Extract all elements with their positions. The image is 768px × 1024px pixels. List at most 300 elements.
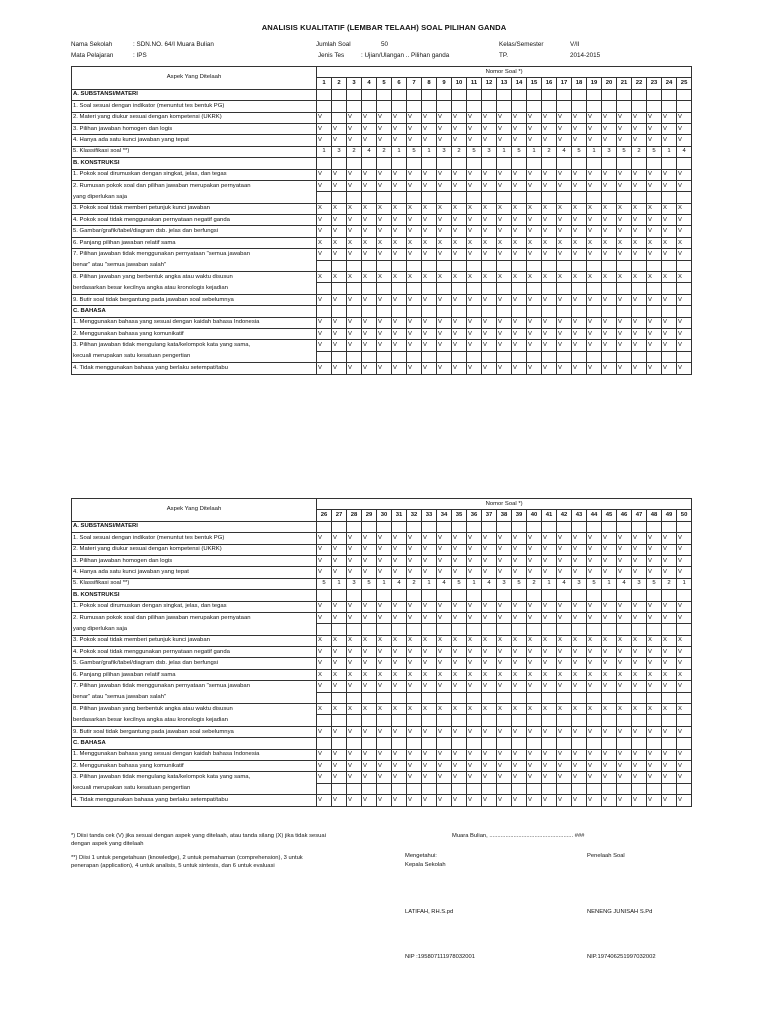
- mark-cell: V: [617, 658, 632, 669]
- mark-cell: V: [407, 226, 422, 237]
- mark-cell: V: [362, 169, 377, 180]
- empty-cell: [467, 692, 482, 703]
- mark-cell: V: [677, 363, 692, 374]
- mark-cell: V: [362, 567, 377, 578]
- section-row: [72, 521, 692, 532]
- mark-cell: V: [542, 681, 557, 692]
- question-number: 13: [497, 78, 512, 89]
- mark-cell: X: [422, 635, 437, 646]
- mark-cell: V: [542, 226, 557, 237]
- mark-cell: V: [437, 317, 452, 328]
- mark-cell: V: [317, 363, 332, 374]
- empty-cell: [527, 590, 542, 601]
- mark-cell: V: [317, 681, 332, 692]
- mark-cell: V: [542, 567, 557, 578]
- mark-cell: V: [377, 544, 392, 555]
- classification-cell: 2: [527, 578, 542, 589]
- mark-cell: V: [467, 249, 482, 260]
- empty-cell: [317, 624, 332, 635]
- mark-cell: V: [392, 226, 407, 237]
- mark-cell: V: [347, 123, 362, 134]
- mark-cell: V: [602, 612, 617, 623]
- empty-cell: [662, 521, 677, 532]
- mark-cell: V: [542, 795, 557, 806]
- mark-cell: V: [437, 567, 452, 578]
- mark-cell: X: [407, 704, 422, 715]
- empty-cell: [617, 192, 632, 203]
- mark-cell: V: [662, 123, 677, 134]
- mark-cell: V: [347, 601, 362, 612]
- mark-cell: V: [317, 749, 332, 760]
- classification-cell: 1: [377, 578, 392, 589]
- mark-cell: V: [422, 760, 437, 771]
- empty-cell: [422, 692, 437, 703]
- empty-cell: [542, 738, 557, 749]
- empty-cell: [647, 738, 662, 749]
- question-number: 38: [497, 510, 512, 521]
- mark-cell: X: [602, 635, 617, 646]
- mark-cell: V: [467, 749, 482, 760]
- mark-cell: X: [617, 669, 632, 680]
- mark-cell: V: [407, 795, 422, 806]
- aspect-label: 2. Materi yang diukur sesuai dengan kompetensi (UKRK): [72, 112, 317, 123]
- empty-cell: [482, 715, 497, 726]
- empty-cell: [557, 715, 572, 726]
- mark-cell: V: [467, 658, 482, 669]
- mark-cell: V: [662, 533, 677, 544]
- mark-cell: V: [677, 795, 692, 806]
- penelaah-name: NENENG JUNISAH S.Pd: [587, 909, 653, 915]
- question-number: 39: [512, 510, 527, 521]
- mark-cell: X: [647, 203, 662, 214]
- aspect-row: [72, 340, 692, 351]
- classification-cell: 4: [482, 578, 497, 589]
- empty-cell: [677, 521, 692, 532]
- school-label: Nama Sekolah: [71, 41, 113, 48]
- mark-cell: X: [557, 704, 572, 715]
- empty-cell: [512, 158, 527, 169]
- empty-cell: [482, 192, 497, 203]
- mark-cell: V: [617, 772, 632, 783]
- mark-cell: V: [377, 123, 392, 134]
- mark-cell: V: [422, 226, 437, 237]
- mark-cell: [542, 101, 557, 112]
- mark-cell: V: [347, 567, 362, 578]
- empty-cell: [497, 351, 512, 362]
- mark-cell: V: [617, 567, 632, 578]
- mark-cell: V: [497, 647, 512, 658]
- mark-cell: V: [527, 567, 542, 578]
- mark-cell: [602, 101, 617, 112]
- mark-cell: V: [452, 249, 467, 260]
- kepala-sekolah-label: Kepala Sekolah: [405, 862, 446, 868]
- mark-cell: V: [632, 601, 647, 612]
- classification-cell: 1: [542, 578, 557, 589]
- mark-cell: V: [677, 112, 692, 123]
- mark-cell: V: [542, 612, 557, 623]
- empty-cell: [437, 590, 452, 601]
- mark-cell: V: [587, 601, 602, 612]
- mark-cell: [677, 101, 692, 112]
- mark-cell: V: [332, 567, 347, 578]
- mark-cell: V: [482, 760, 497, 771]
- aspect-label: 3. Pokok soal tidak memberi petunjuk kunci jawaban: [72, 203, 317, 214]
- empty-cell: [677, 158, 692, 169]
- mark-cell: X: [662, 272, 677, 283]
- mark-cell: V: [677, 123, 692, 134]
- mark-cell: V: [647, 340, 662, 351]
- mark-cell: V: [662, 328, 677, 339]
- aspect-label: yang diperlukan saja: [72, 192, 317, 203]
- mengetahui-label: Mengetahui:: [405, 853, 437, 859]
- question-number: 30: [377, 510, 392, 521]
- mark-cell: X: [467, 704, 482, 715]
- mark-cell: X: [332, 669, 347, 680]
- mark-cell: V: [422, 612, 437, 623]
- aspect-label: 5. Klassifikasi soal **): [72, 578, 317, 589]
- empty-cell: [512, 692, 527, 703]
- mark-cell: V: [317, 544, 332, 555]
- mark-cell: V: [332, 135, 347, 146]
- mark-cell: V: [362, 294, 377, 305]
- mark-cell: V: [617, 647, 632, 658]
- classification-cell: 5: [407, 146, 422, 157]
- empty-cell: [527, 624, 542, 635]
- empty-cell: [407, 260, 422, 271]
- aspect-row: [72, 624, 692, 635]
- mark-cell: V: [407, 317, 422, 328]
- mark-cell: V: [587, 533, 602, 544]
- mark-cell: V: [437, 123, 452, 134]
- empty-cell: [407, 738, 422, 749]
- mark-cell: V: [602, 647, 617, 658]
- empty-cell: [557, 306, 572, 317]
- empty-cell: [542, 590, 557, 601]
- mark-cell: V: [407, 555, 422, 566]
- mark-cell: X: [647, 272, 662, 283]
- mark-cell: [332, 101, 347, 112]
- question-number: 10: [452, 78, 467, 89]
- mark-cell: V: [452, 760, 467, 771]
- empty-cell: [662, 783, 677, 794]
- mark-cell: V: [317, 249, 332, 260]
- mark-cell: V: [422, 249, 437, 260]
- aspect-row: [72, 226, 692, 237]
- empty-cell: [422, 590, 437, 601]
- mark-cell: V: [362, 226, 377, 237]
- empty-cell: [677, 260, 692, 271]
- mark-cell: X: [332, 635, 347, 646]
- mark-cell: V: [482, 681, 497, 692]
- mark-cell: V: [407, 294, 422, 305]
- empty-cell: [542, 260, 557, 271]
- question-number: 8: [422, 78, 437, 89]
- classification-cell: 5: [467, 146, 482, 157]
- mark-cell: V: [572, 123, 587, 134]
- mark-cell: X: [332, 237, 347, 248]
- mark-cell: V: [347, 658, 362, 669]
- mark-cell: V: [572, 112, 587, 123]
- empty-cell: [632, 283, 647, 294]
- mark-cell: X: [662, 203, 677, 214]
- mark-cell: V: [632, 363, 647, 374]
- aspect-row: [72, 704, 692, 715]
- aspect-row: [72, 249, 692, 260]
- mark-cell: V: [452, 112, 467, 123]
- mark-cell: V: [347, 135, 362, 146]
- mark-cell: V: [512, 726, 527, 737]
- empty-cell: [452, 783, 467, 794]
- empty-cell: [407, 590, 422, 601]
- mark-cell: V: [557, 612, 572, 623]
- mark-cell: V: [587, 363, 602, 374]
- question-number: 12: [482, 78, 497, 89]
- aspect-label: kecuali merupakan satu kesatuan pengertian: [72, 351, 317, 362]
- empty-cell: [602, 158, 617, 169]
- mark-cell: V: [362, 112, 377, 123]
- mark-cell: V: [437, 533, 452, 544]
- mark-cell: V: [452, 612, 467, 623]
- empty-cell: [437, 283, 452, 294]
- empty-cell: [512, 783, 527, 794]
- mark-cell: X: [527, 704, 542, 715]
- classification-cell: 3: [602, 146, 617, 157]
- mark-cell: V: [647, 544, 662, 555]
- mark-cell: V: [497, 123, 512, 134]
- mark-cell: V: [542, 180, 557, 191]
- empty-cell: [392, 590, 407, 601]
- empty-cell: [392, 738, 407, 749]
- mark-cell: V: [512, 612, 527, 623]
- mark-cell: V: [587, 215, 602, 226]
- empty-cell: [392, 192, 407, 203]
- empty-cell: [452, 306, 467, 317]
- mark-cell: V: [407, 760, 422, 771]
- mark-cell: V: [557, 544, 572, 555]
- empty-cell: [557, 192, 572, 203]
- mark-cell: V: [407, 681, 422, 692]
- empty-cell: [572, 283, 587, 294]
- empty-cell: [332, 692, 347, 703]
- mark-cell: X: [557, 272, 572, 283]
- classification-cell: 4: [677, 146, 692, 157]
- mark-cell: V: [602, 601, 617, 612]
- mark-cell: V: [422, 567, 437, 578]
- mark-cell: V: [407, 601, 422, 612]
- empty-cell: [617, 158, 632, 169]
- empty-cell: [587, 624, 602, 635]
- mark-cell: X: [497, 704, 512, 715]
- empty-cell: [587, 260, 602, 271]
- classification-cell: 2: [347, 146, 362, 157]
- mark-cell: V: [662, 112, 677, 123]
- mark-cell: V: [317, 215, 332, 226]
- empty-cell: [317, 351, 332, 362]
- empty-cell: [662, 158, 677, 169]
- empty-cell: [437, 351, 452, 362]
- empty-cell: [437, 521, 452, 532]
- mark-cell: V: [347, 795, 362, 806]
- empty-cell: [407, 692, 422, 703]
- mark-cell: V: [512, 317, 527, 328]
- mark-cell: V: [632, 726, 647, 737]
- section-row: [72, 590, 692, 601]
- mark-cell: X: [512, 203, 527, 214]
- aspect-row: [72, 658, 692, 669]
- mark-cell: V: [362, 760, 377, 771]
- mark-cell: V: [557, 340, 572, 351]
- mark-cell: V: [587, 544, 602, 555]
- empty-cell: [632, 783, 647, 794]
- section-label: B. KONSTRUKSI: [72, 590, 317, 601]
- classification-cell: 1: [467, 578, 482, 589]
- mark-cell: V: [542, 772, 557, 783]
- empty-cell: [497, 783, 512, 794]
- subject-label: Mata Pelajaran: [71, 52, 114, 59]
- mark-cell: X: [467, 272, 482, 283]
- mark-cell: V: [437, 249, 452, 260]
- mark-cell: V: [647, 112, 662, 123]
- question-number: 23: [647, 78, 662, 89]
- test-label: Jenis Tes: [318, 52, 345, 59]
- mark-cell: V: [452, 363, 467, 374]
- mark-cell: V: [422, 658, 437, 669]
- mark-cell: V: [632, 249, 647, 260]
- mark-cell: V: [452, 647, 467, 658]
- mark-cell: [467, 101, 482, 112]
- mark-cell: X: [662, 669, 677, 680]
- empty-cell: [647, 192, 662, 203]
- empty-cell: [347, 158, 362, 169]
- analysis-table-1: [71, 66, 692, 375]
- classification-cell: 4: [362, 146, 377, 157]
- aspect-row: [72, 533, 692, 544]
- mark-cell: V: [587, 647, 602, 658]
- empty-cell: [527, 192, 542, 203]
- aspect-row: [72, 669, 692, 680]
- mark-cell: X: [362, 203, 377, 214]
- mark-cell: V: [422, 169, 437, 180]
- empty-cell: [542, 89, 557, 100]
- mark-cell: [632, 101, 647, 112]
- mark-cell: V: [317, 658, 332, 669]
- empty-cell: [347, 521, 362, 532]
- empty-cell: [632, 351, 647, 362]
- mark-cell: V: [632, 123, 647, 134]
- empty-cell: [392, 158, 407, 169]
- mark-cell: X: [317, 272, 332, 283]
- mark-cell: V: [317, 726, 332, 737]
- mark-cell: V: [317, 169, 332, 180]
- mark-cell: V: [332, 681, 347, 692]
- footnote-classification-line2: penerapan (application), 4 untuk analisis, 5 untuk sintesis, dan 6 untuk evaluasi: [71, 862, 275, 869]
- mark-cell: V: [407, 249, 422, 260]
- mark-cell: X: [602, 237, 617, 248]
- mark-cell: V: [542, 169, 557, 180]
- year-value: 2014-2015: [570, 52, 601, 59]
- mark-cell: X: [482, 669, 497, 680]
- question-number: 9: [437, 78, 452, 89]
- empty-cell: [647, 692, 662, 703]
- aspect-label: 2. Rumusan pokok soal dan pilihan jawaban merupakan pernyataan: [72, 612, 317, 623]
- mark-cell: V: [512, 658, 527, 669]
- empty-cell: [557, 624, 572, 635]
- mark-cell: V: [512, 567, 527, 578]
- mark-cell: V: [437, 772, 452, 783]
- mark-cell: V: [422, 340, 437, 351]
- question-number: 42: [557, 510, 572, 521]
- mark-cell: V: [647, 226, 662, 237]
- classification-cell: 2: [632, 146, 647, 157]
- aspect-label: 4. Pokok soal tidak menggunakan pernyataan negatif ganda: [72, 647, 317, 658]
- empty-cell: [482, 738, 497, 749]
- mark-cell: V: [422, 726, 437, 737]
- mark-cell: X: [362, 272, 377, 283]
- footnote-classification-line1: **) Diisi 1 untuk pengetahuan (knowledge), 2 untuk pemahaman (comprehension), 3 untuk: [71, 855, 303, 861]
- aspect-label: 1. Soal sesuai dengan indikator (menuntut tes bentuk PG): [72, 533, 317, 544]
- empty-cell: [542, 521, 557, 532]
- mark-cell: V: [572, 215, 587, 226]
- mark-cell: V: [677, 180, 692, 191]
- mark-cell: X: [602, 272, 617, 283]
- mark-cell: [437, 101, 452, 112]
- empty-cell: [647, 283, 662, 294]
- mark-cell: V: [662, 612, 677, 623]
- mark-cell: V: [452, 772, 467, 783]
- mark-cell: V: [437, 226, 452, 237]
- mark-cell: V: [512, 180, 527, 191]
- aspect-label: benar" atau "semua jawaban salah": [72, 692, 317, 703]
- empty-cell: [452, 192, 467, 203]
- empty-cell: [422, 351, 437, 362]
- mark-cell: X: [557, 203, 572, 214]
- mark-cell: V: [587, 760, 602, 771]
- empty-cell: [677, 283, 692, 294]
- mark-cell: V: [602, 749, 617, 760]
- mark-cell: V: [677, 612, 692, 623]
- mark-cell: V: [572, 169, 587, 180]
- classification-cell: 5: [572, 146, 587, 157]
- mark-cell: [422, 101, 437, 112]
- classification-cell: 1: [527, 146, 542, 157]
- mark-cell: V: [497, 612, 512, 623]
- mark-cell: V: [482, 544, 497, 555]
- mark-cell: V: [617, 601, 632, 612]
- mark-cell: V: [467, 112, 482, 123]
- mark-cell: V: [647, 555, 662, 566]
- mark-cell: V: [452, 726, 467, 737]
- mark-cell: V: [467, 180, 482, 191]
- mark-cell: V: [542, 112, 557, 123]
- mark-cell: V: [407, 772, 422, 783]
- mark-cell: V: [542, 249, 557, 260]
- mark-cell: V: [362, 363, 377, 374]
- classification-cell: 1: [602, 578, 617, 589]
- mark-cell: V: [437, 112, 452, 123]
- mark-cell: X: [467, 669, 482, 680]
- empty-cell: [317, 89, 332, 100]
- mark-cell: [482, 101, 497, 112]
- mark-cell: X: [392, 635, 407, 646]
- mark-cell: V: [377, 317, 392, 328]
- mark-cell: V: [647, 612, 662, 623]
- mark-cell: V: [482, 567, 497, 578]
- empty-cell: [332, 89, 347, 100]
- empty-cell: [632, 158, 647, 169]
- mark-cell: V: [497, 681, 512, 692]
- mark-cell: X: [437, 272, 452, 283]
- mark-cell: V: [587, 749, 602, 760]
